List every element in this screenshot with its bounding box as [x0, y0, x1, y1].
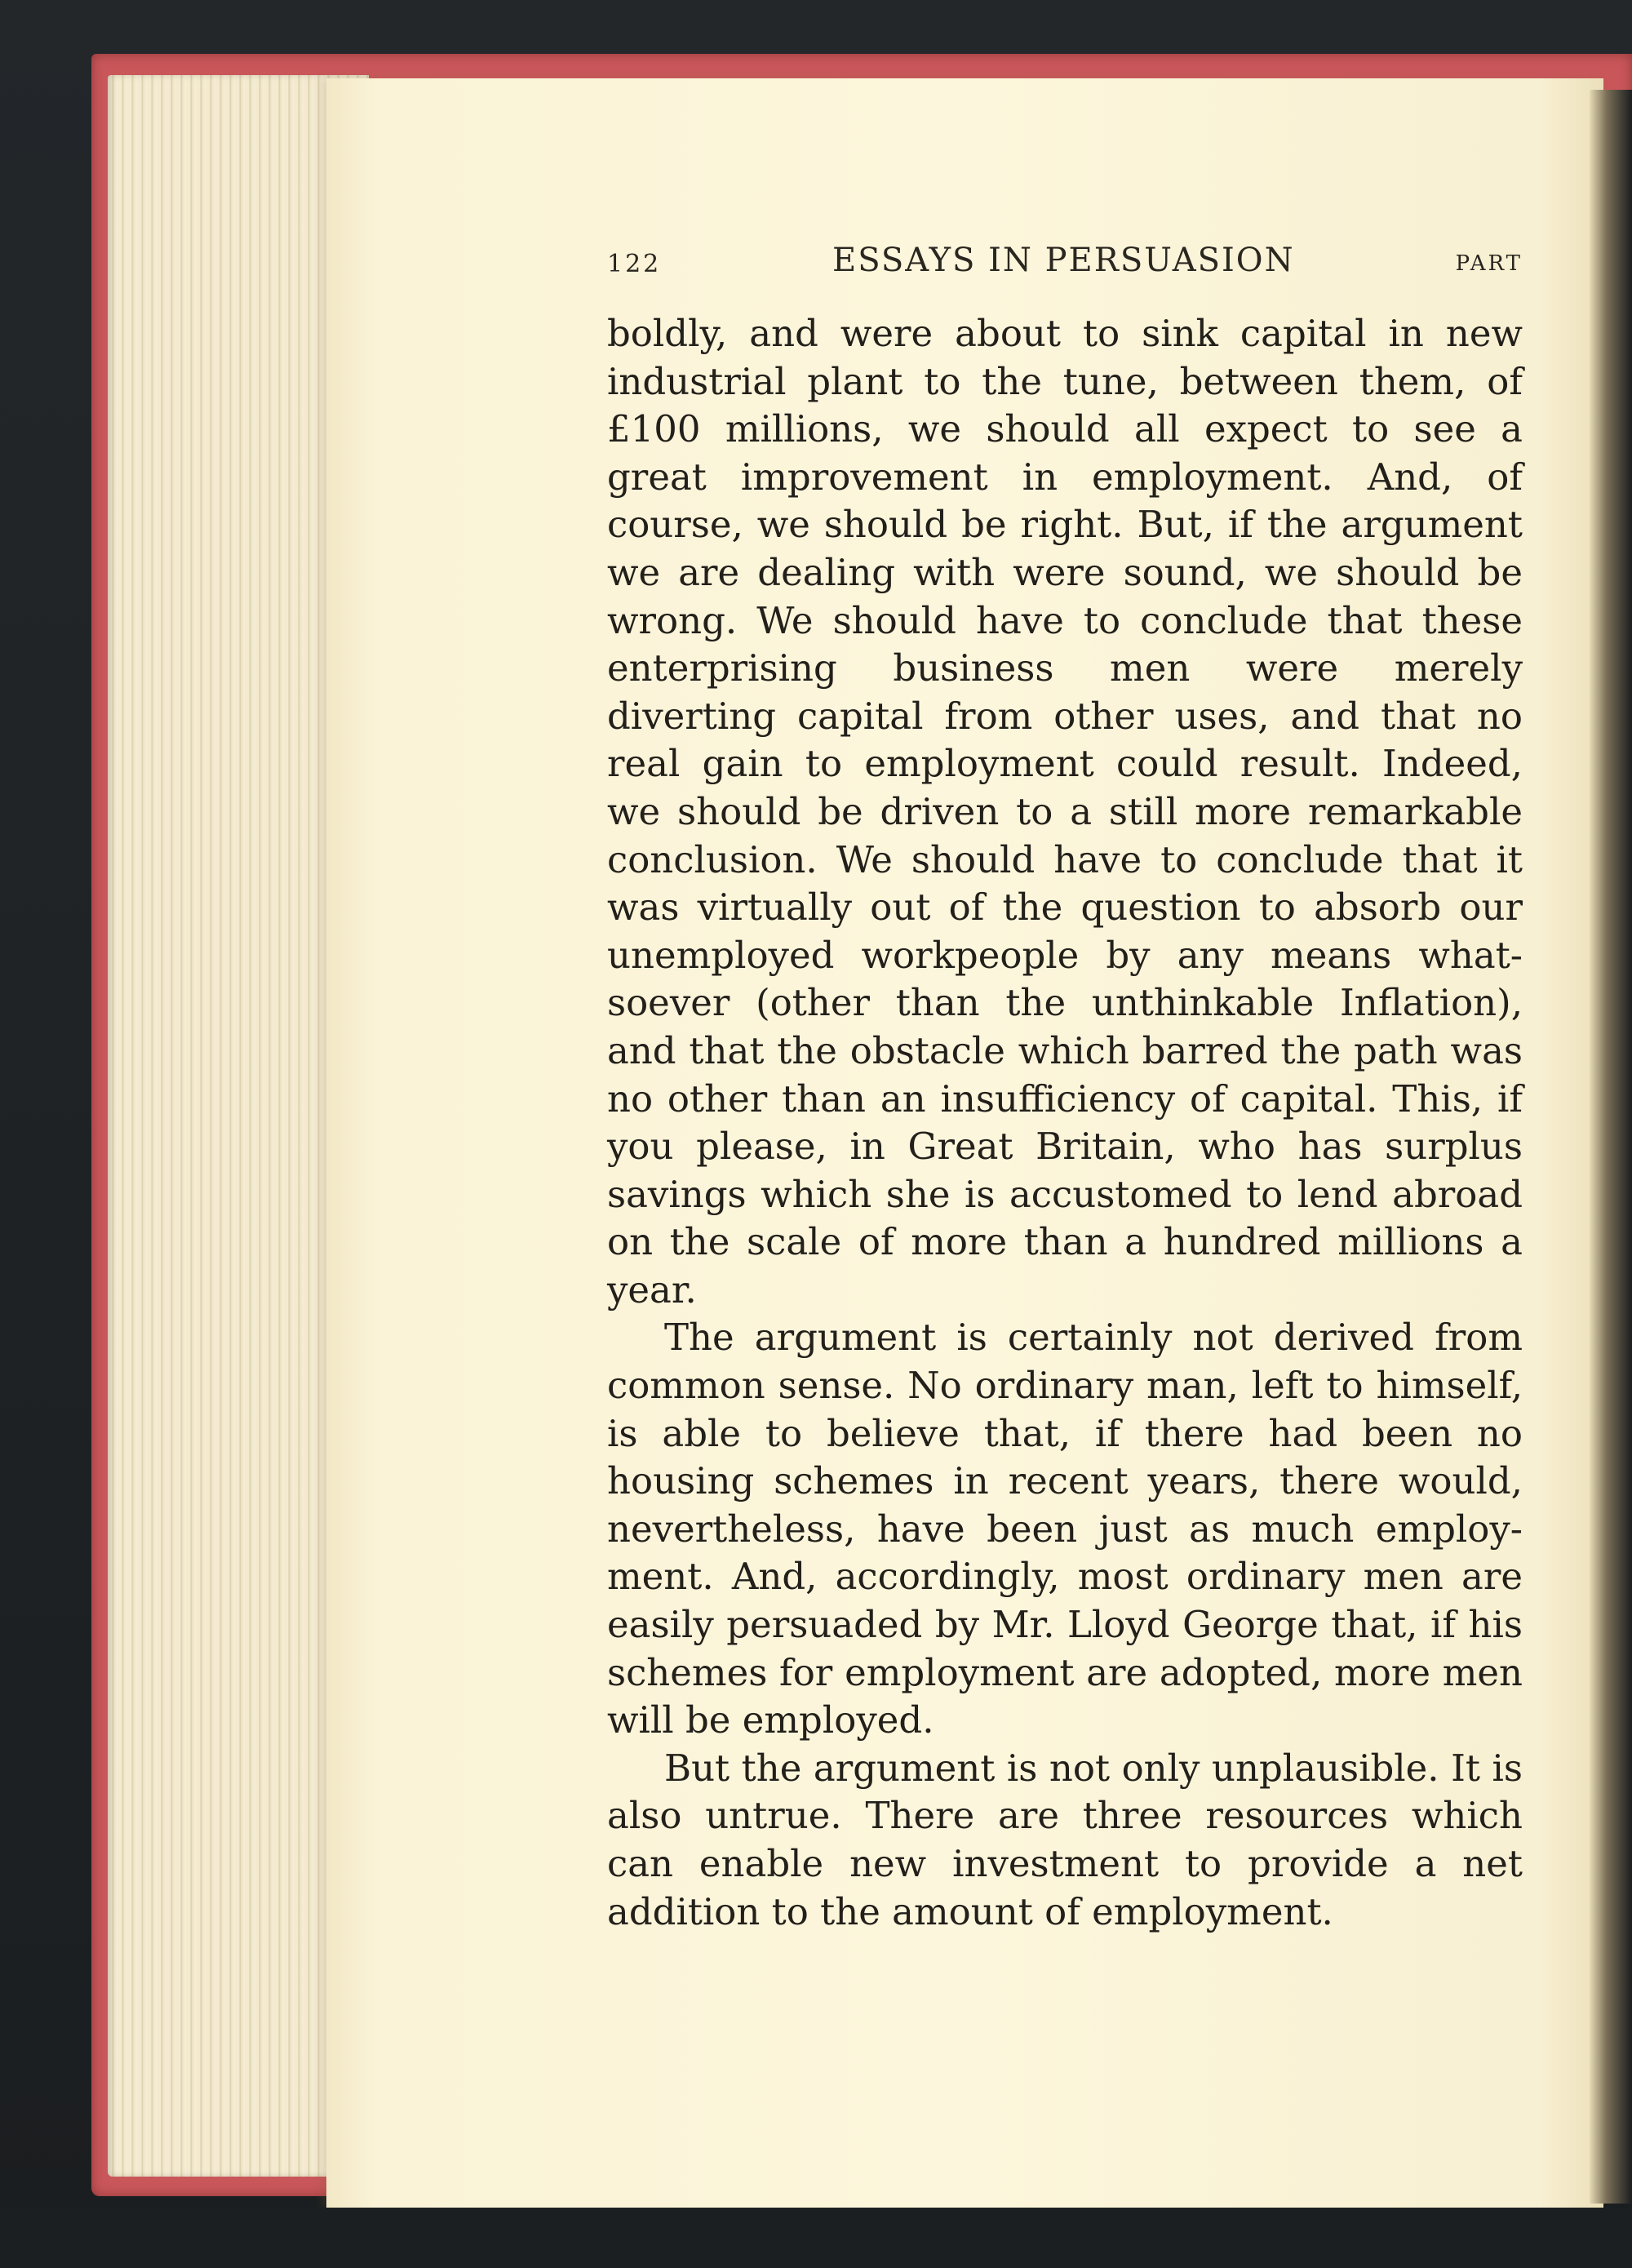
running-head [607, 242, 1523, 287]
bottom-background [0, 2208, 1632, 2268]
gutter-shadow [1590, 90, 1632, 2204]
paragraph-1: boldly, and were about to sink capital in new industrial plant to the tune, between them, of £100 millions, we should all expect to see a great improvement in employment. And, of course, we should be right. But, if the argument we are dealing with were sound, we should be wrong. We should have to conclude that these enterprising business men were merely diverting capital from other uses, and that no real gain to employment could result. Indeed, we should be driven to a still more remarkable conclusion. We should have to conclude that it was virtually out of the question to absorb our unemployed workpeople by any means whatsoever (other than the unthinkable Inflation), and that the obstacle which barred the path was no other than an insufficiency of capital. This, if you please, in Great Britain, who has surplus savings which she is accustomed to lend abroad on the scale of more than a hundred millions a year. [607, 312, 1523, 1312]
page-number: 122 [607, 250, 662, 278]
paragraph-3: But the argument is not only unplausible. It is also untrue. There are three resources which can enable new investment to provide a net addition to the amount of employment. [607, 1746, 1523, 1933]
running-title: ESSAYS IN PERSUASION [832, 242, 1295, 279]
body-text [607, 310, 1523, 1936]
section-marker: PART [1455, 251, 1523, 276]
paragraph-2: The argument is certainly not derived from common sense. No ordinary man, left to himself, is able to believe that, if there had been no housing schemes in recent years, there would, nevertheless, have been just as much employment. And, accordingly, most ordinary men are easily persuaded by Mr. Lloyd George that, if his schemes for employment are adopted, more men will be employed. [607, 1316, 1523, 1742]
